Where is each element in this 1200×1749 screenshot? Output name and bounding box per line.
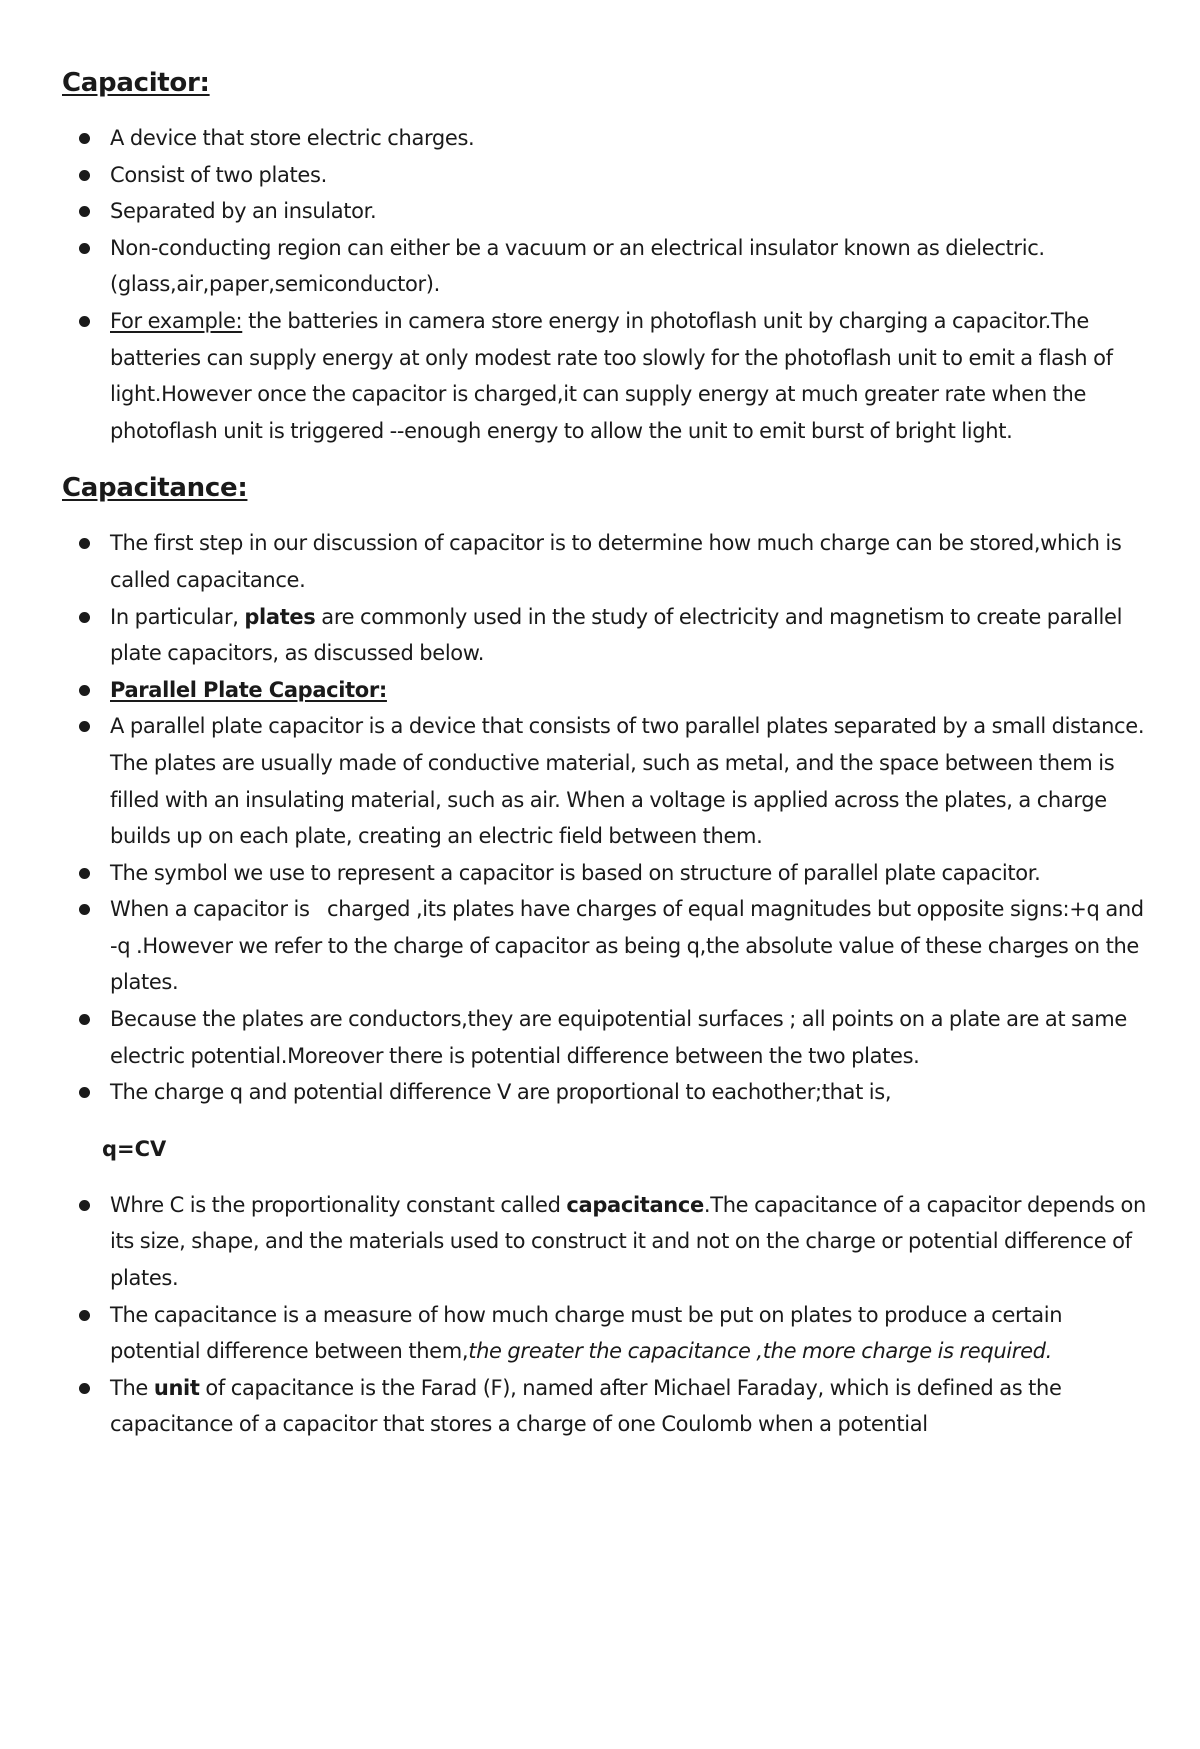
bullet-text-pre: The capacitance is a measure of how much charge must be put on plates to produce a certain potential difference between them, [110,1302,1063,1364]
bullet-icon [79,243,90,254]
list-item [0,891,1200,1001]
capacitor-heading: Capacitor: [62,68,210,98]
list-item [0,193,1200,230]
bullet-text: When a capacitor is charged ,its plates have charges of equal magnitudes but opposite signs:+q and -q .However we refer to the charge of capacitor as being q,the absolute value of these charges on the plates. [110,897,1150,995]
bullet-icon [79,170,90,181]
bullet-icon [79,538,90,549]
list-item [0,1187,1200,1297]
bullet-text-pre: The [110,1375,154,1400]
list-item [0,855,1200,892]
bullet-text-post: are commonly used in the study of electricity and magnetism to create parallel plate capacitors, as discussed below. [110,604,1123,666]
list-item [0,157,1200,194]
capacitance-bullet-list [0,525,1200,1111]
bullet-text-post: of capacitance is the Farad (F), named after Michael Faraday, which is defined as the capacitance of a capacitor that stores a charge of one Coulomb when a potential [110,1375,1062,1437]
bullet-icon [79,133,90,144]
bullet-icon [79,1200,90,1211]
list-item [0,1370,1200,1443]
list-item [0,708,1200,854]
capacitance-heading: Capacitance: [62,473,248,504]
bullet-text: Consist of two plates. [110,162,327,187]
list-item [0,599,1200,672]
bullet-text: the batteries in camera store energy in photoflash unit by charging a capacitor.The batteries can supply energy at only modest rate too slowly for the photoflash unit to emit a flash of light.However once the capacitor is charged,it can supply energy at much greater rate when the photoflash unit is triggered --enough energy to allow the unit to emit burst of bright light. [110,308,1113,443]
list-item [0,303,1200,449]
formula: q=CV [102,1136,167,1161]
bullet-icon [79,612,90,623]
list-item [0,525,1200,598]
bullet-text-pre: Whre C is the proportionality constant called [110,1192,567,1217]
bullet-text: The symbol we use to represent a capacitor is based on structure of parallel plate capacitor. [110,860,1041,885]
bullet-text: The first step in our discussion of capacitor is to determine how much charge can be stored,which is called capacitance. [110,531,1122,592]
bold-term: unit [153,1375,200,1400]
bullet-text: Separated by an insulator. [110,199,377,224]
bullet-icon [79,721,90,732]
list-item [0,1001,1200,1074]
bullet-text: Because the plates are conductors,they are equipotential surfaces ; all points on a plate are at same electric potential.Moreover there is potential difference between the two plates. [110,1007,1127,1068]
bullet-icon [79,904,90,915]
bullet-icon [79,1087,90,1098]
list-item [0,672,1200,709]
capacitance-bullet-list-2 [0,1187,1200,1443]
bullet-icon [79,1383,90,1394]
bullet-icon [79,868,90,879]
italic-text: the greater the capacitance ,the more charge is required. [468,1339,1052,1364]
bullet-text: A device that store electric charges. [110,126,475,150]
list-item [0,1297,1200,1370]
list-item [0,1074,1200,1111]
subheading: Parallel Plate Capacitor: [110,677,387,702]
bullet-icon [79,1310,90,1321]
bullet-icon [79,1014,90,1025]
bullet-icon [79,316,90,327]
bullet-text: The charge q and potential difference V are proportional to eachother;that is, [110,1080,892,1105]
bullet-icon [79,685,90,696]
list-item [0,120,1200,157]
bold-term: capacitance [566,1192,704,1217]
list-item [0,230,1200,303]
bullet-text-post: .The capacitance of a capacitor depends on its size, shape, and the materials used to construct it and not on the charge or potential difference of plates. [110,1192,1146,1291]
capacitor-bullet-list [0,120,1200,449]
bullet-text-pre: In particular, [110,604,245,629]
bullet-text: Non-conducting region can either be a vacuum or an electrical insulator known as dielectric.(glass,air,paper,semiconductor). [110,235,1045,297]
example-label: For example: [110,308,243,333]
bullet-text: A parallel plate capacitor is a device that consists of two parallel plates separated by a small distance. The plates are usually made of conductive material, such as metal, and the space between them is filled with an insulating material, such as air. When a voltage is applied across the plates, a charge builds up on each plate, creating an electric field between them. [110,714,1145,849]
bullet-icon [79,206,90,217]
bold-term: plates [244,604,316,629]
